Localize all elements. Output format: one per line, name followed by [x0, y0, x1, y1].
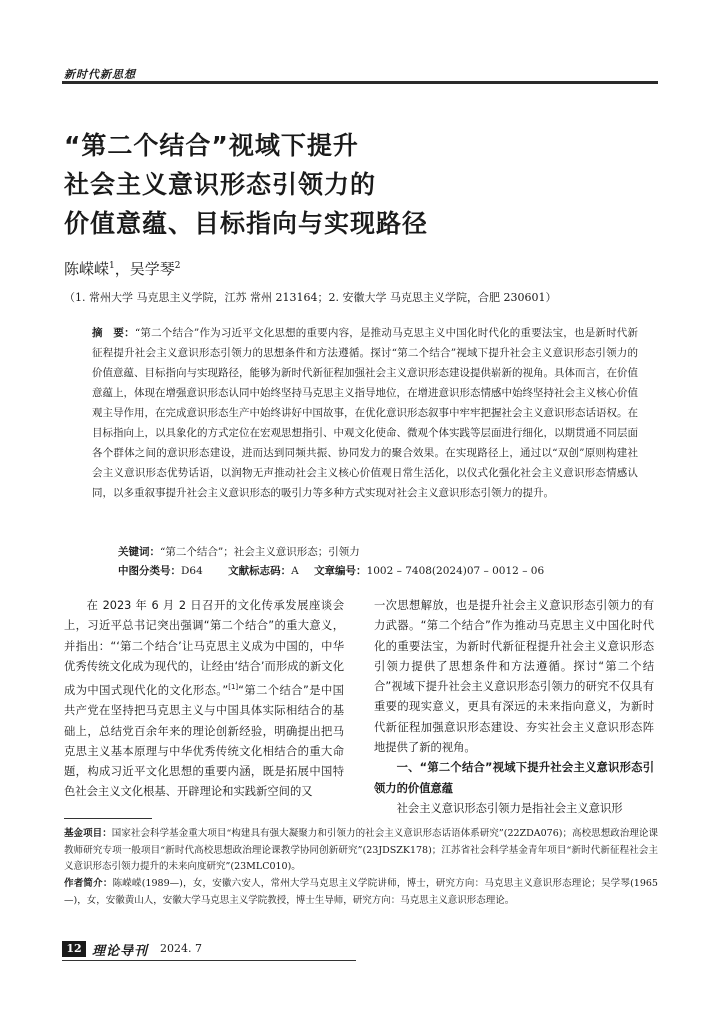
funding-label: 基金项目：: [64, 828, 112, 839]
keywords: [118, 544, 360, 559]
keywords-label: 关键词：: [118, 546, 160, 558]
author-1-affil-mark: 1: [109, 261, 115, 271]
issue-number: 2024. 7: [160, 942, 202, 955]
keywords-text: “第二个结合”；社会主义意识形态；引领力: [160, 546, 360, 558]
author-bio-label: 作者简介：: [64, 878, 113, 889]
author-1-name: 陈嵘嵘: [64, 260, 110, 278]
abstract-label: 摘 要：: [92, 327, 135, 339]
article-number-value: 1002 – 7408(2024)07 – 0012 – 06: [366, 565, 545, 577]
footer-rule: [62, 960, 356, 961]
article-number-label: 文章编号：: [314, 565, 367, 577]
author-2-name: 吴学琴: [129, 260, 175, 278]
author-2-affil-mark: 2: [174, 261, 181, 271]
footnote-rule: [64, 818, 152, 819]
classification-line: [118, 563, 544, 578]
running-head: 新时代新思想: [64, 68, 136, 81]
header-rule: [62, 81, 658, 84]
body-paragraph: 社会主义意识形态引领力是指社会主义意识形: [396, 801, 623, 815]
author-bio-note: [64, 876, 658, 909]
title-line-2: 社会主义意识形态引领力的: [64, 170, 377, 199]
affiliations: （1. 常州大学 马克思主义学院，江苏 常州 213164；2. 安徽大学 马克思主义学院，合肥 230601）: [64, 291, 557, 304]
page-number: 12: [62, 941, 86, 957]
funding-note: [64, 826, 658, 876]
title-line-3: 价值意蕴、目标指向与实现路径: [64, 209, 429, 238]
title-line-1: “第二个结合”视域下提升: [64, 131, 359, 160]
authors: [64, 258, 181, 279]
clc-label: 中图分类号：: [118, 565, 181, 577]
body-paragraph: 在 2023 年 6 月 2 日召开的文化传承发展座谈会上，习近平总书记突出强调“第二个结合”的重大意义，并指出：“‘第二个结合’让马克思主义成为中国的，中华优秀传统文化成为现代的，让经由‘结合’而形成的新文化成为中国式现代化的文化形态。”[1]“第二个结合”是中国共产党在坚持把马克思主义与中国具体实际相结合的基础上，总结党百余年来的理论创新经验，明确提出把马克思主义基本原理与中华优秀传统文化相结合的重大命题，构成习近平文化思想的重要内涵，既是拓展中国特色社会主义文化根基、开辟理论和实践新空间的又: [64, 599, 344, 799]
funding-text: 国家社会科学基金重大项目“构建具有强大凝聚力和引领力的社会主义意识形态话语体系研究”(22ZDA076)；高校思想政治理论课教师研究专项一般项目“新时代高校思想政治理论课教学协同创新研究”(23JDSZK178)；江苏省社会科学基金青年项目“新时代新征程社会主义意识形态引领力提升的未来向度研究”(23MLC010)。: [64, 828, 658, 872]
journal-name: 理论导刊: [92, 944, 149, 959]
doc-code-label: 文献标志码：: [228, 565, 292, 577]
section-heading: 一、“第二个结合”视域下提升社会主义意识形态引领力的价值意蕴: [374, 761, 654, 795]
body-column-right: [374, 596, 654, 819]
body-paragraph-cont: 一次思想解放，也是提升社会主义意识形态引领力的有力武器。“第二个结合”作为推动马克思主义中国化时代化的重要法宝，为新时代新征程提升社会主义意识形态引领力提供了思想条件和方法遵循。探讨“第二个结合”视域下提升社会主义意识形态引领力的研究不仅具有重要的现实意义，更具有深远的未来指向意义，为新时代新征程加强意识形态建设、夯实社会主义意识形态阵地提供了新的视角。: [374, 599, 654, 755]
author-bio-text: 陈嵘嵘(1989—)，女，安徽六安人，常州大学马克思主义学院讲师，博士，研究方向：马克思主义意识形态理论；吴学琴(1965—)，女，安徽黄山人，安徽大学马克思主义学院教授，博士生导师，研究方向：马克思主义意识形态理论。: [64, 878, 658, 906]
citation-mark: [1]: [228, 683, 239, 692]
clc-value: D64: [181, 565, 203, 577]
doc-code-value: A: [291, 565, 299, 577]
abstract-text: “第二个结合”作为习近平文化思想的重要内容，是推动马克思主义中国化时代化的重要法宝，也是新时代新征程提升社会主义意识形态引领力的思想条件和方法遵循。探讨“第二个结合”视域下提升社会主义意识形态引领力的价值意蕴、目标指向与实现路径，能够为新时代新征程加强社会主义意识形态建设提供崭新的视角。具体而言，在价值意蕴上，体现在增强意识形态认同中始终坚持马克思主义指导地位，在增进意识形态情感中始终坚持社会主义核心价值观主导作用，在完成意识形态生产中始终讲好中国故事，在优化意识形态叙事中牢牢把握社会主义意识形态话语权。在目标指向上，以具象化的方式定位在宏观思想指引、中观文化使命、微观个体实践等层面进行细化，以期贯通不同层面各个群体之间的意识形态建设，进而达到同频共振、协同发力的聚合效果。在实现路径上，通过以“双创”原则构建社会主义意识形态优势话语，以润物无声推动社会主义核心价值观日常生活化，以仪式化强化社会主义意识形态情感认同，以多重叙事提升社会主义意识形态的吸引力等多种方式实现对社会主义意识形态引领力的提升。: [92, 327, 639, 499]
author-separator: ，: [114, 260, 130, 278]
body-column-left: [64, 596, 344, 803]
abstract: [92, 323, 638, 503]
